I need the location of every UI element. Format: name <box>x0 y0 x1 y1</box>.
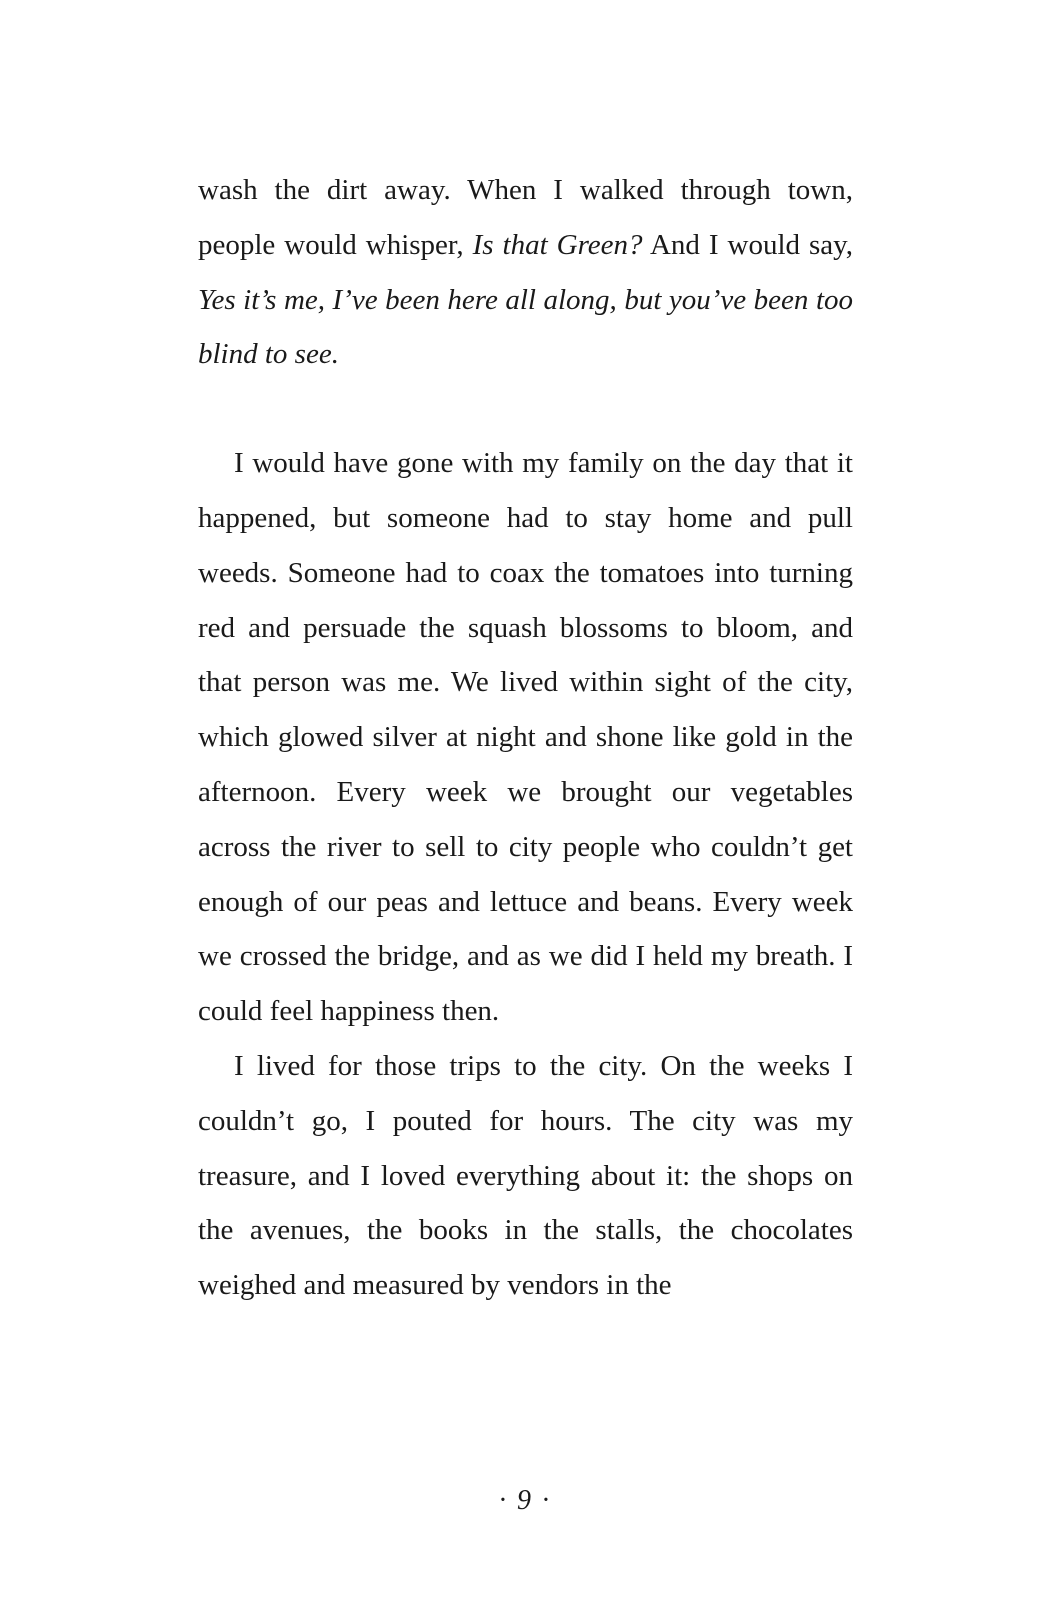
text-run: I would have gone with my family on the day that it happened, but someone had to stay home and pull weeds. Someone had to coax the tomatoes into turning red and persuade the squash blossoms to bloom, and that person was me. We lived within sight of the city, which glowed silver at night and shone like gold in the afternoon. Every week we brought our vegetables across the river to sell to city people who couldn’t get enough of our peas and lettuce and beans. Every week we crossed the bridge, and as we did I held my breath. I could feel happiness then. <box>198 447 853 1028</box>
text-run: wash the dirt away. When I walked through town, people would whisper, <box>198 174 853 261</box>
italic-thought-reply: Yes it’s me, I’ve been here all along, but you’ve been too blind to see. <box>198 283 853 371</box>
text-run: And I would say, <box>642 228 853 261</box>
paragraph-family-day <box>198 436 853 1039</box>
text-run: I lived for those trips to the city. On the weeks I couldn’t go, I pouted for hours. The city was my treasure, and I loved everything about it: the shops on the avenues, the books in the stalls, the chocolates weighed and measured by vendors in the <box>198 1049 853 1302</box>
page-number: · 9 · <box>499 1485 551 1516</box>
paragraph-city-trips <box>198 1039 853 1313</box>
body-text <box>198 163 853 1313</box>
italic-thought-question: Is that Green? <box>472 228 643 261</box>
paragraph-continued <box>198 163 853 382</box>
